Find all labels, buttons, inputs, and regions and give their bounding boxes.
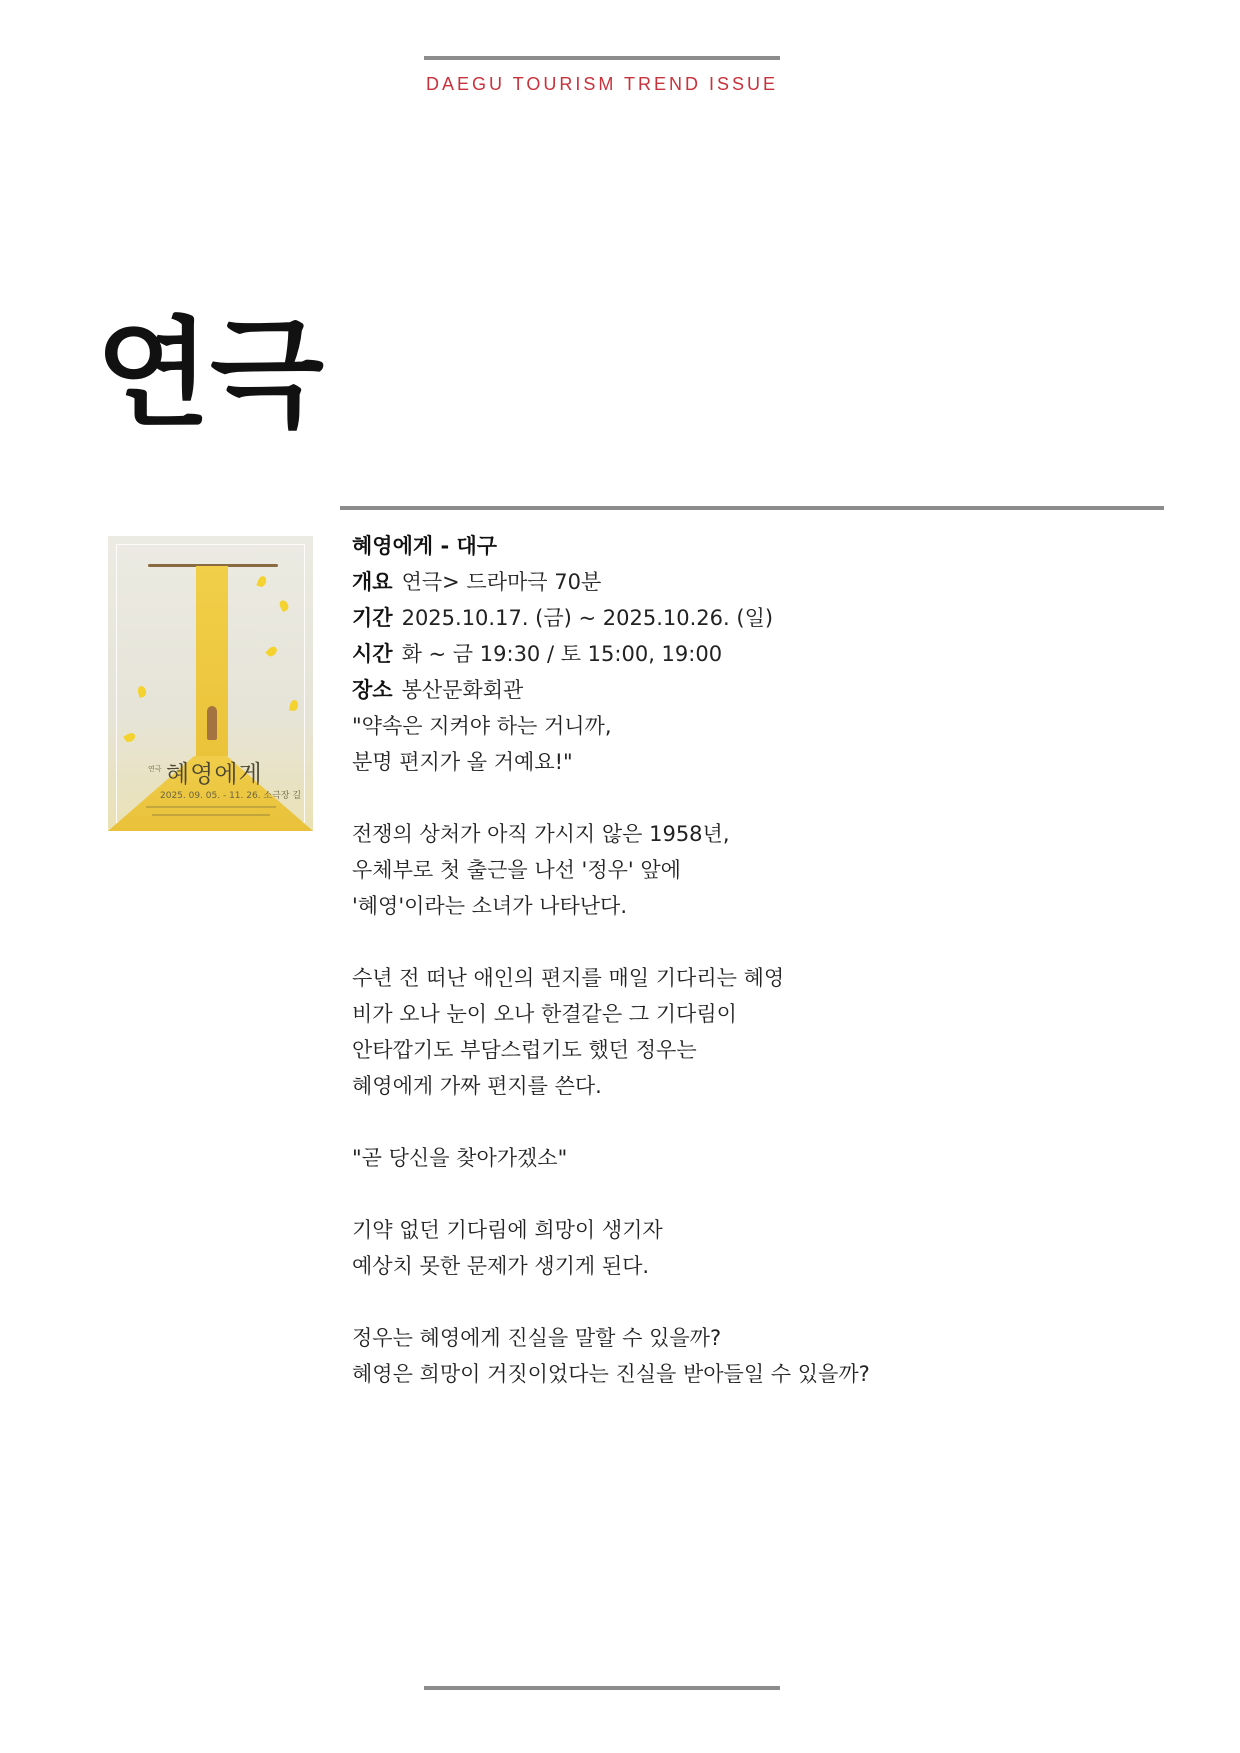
event-poster-image bbox=[108, 536, 313, 831]
field-label: 시간 bbox=[352, 642, 393, 666]
poster-label: 연극 bbox=[148, 765, 162, 773]
poster-figure bbox=[207, 706, 217, 740]
description-line: 정우는 혜영에게 진실을 말할 수 있을까? bbox=[352, 1326, 722, 1350]
description-line: 기약 없던 기다림에 희망이 생기자 bbox=[352, 1218, 663, 1242]
description-line: 분명 편지가 올 거예요!" bbox=[352, 750, 573, 774]
section-title: 연극 bbox=[96, 305, 324, 443]
poster-credit-line bbox=[146, 806, 276, 808]
field-value: 봉산문화회관 bbox=[401, 678, 524, 702]
description-line: "곧 당신을 찾아가겠소" bbox=[352, 1146, 568, 1170]
footer-rule bbox=[424, 1686, 780, 1690]
field-venue bbox=[352, 672, 1172, 708]
paragraph-gap bbox=[352, 924, 1172, 960]
paragraph-gap bbox=[352, 1176, 1172, 1212]
event-info bbox=[352, 528, 1172, 1392]
field-label: 기간 bbox=[352, 606, 393, 630]
field-time bbox=[352, 636, 1172, 672]
description-line: '혜영'이라는 소녀가 나타난다. bbox=[352, 894, 628, 918]
paragraph-gap bbox=[352, 780, 1172, 816]
poster-title: 혜영에게 bbox=[166, 760, 263, 788]
description-line: 혜영에게 가짜 편지를 쓴다. bbox=[352, 1074, 602, 1098]
poster-credit-line bbox=[152, 814, 270, 816]
description-line: 예상치 못한 문제가 생기게 된다. bbox=[352, 1254, 650, 1278]
header-rule bbox=[424, 56, 780, 60]
paragraph-gap bbox=[352, 1284, 1172, 1320]
section-divider bbox=[340, 506, 1164, 510]
poster-date: 2025. 09. 05. - 11. 26. 소극장 길 bbox=[160, 791, 302, 801]
field-value: 2025.10.17. (금) ~ 2025.10.26. (일) bbox=[401, 606, 774, 630]
paragraph-gap bbox=[352, 1104, 1172, 1140]
field-value: 화 ~ 금 19:30 / 토 15:00, 19:00 bbox=[401, 642, 723, 666]
description-line: 혜영은 희망이 거짓이었다는 진실을 받아들일 수 있을까? bbox=[352, 1362, 870, 1386]
description-line: 수년 전 떠난 애인의 편지를 매일 기다리는 혜영 bbox=[352, 966, 785, 990]
description-line: 안타깝기도 부담스럽기도 했던 정우는 bbox=[352, 1038, 697, 1062]
field-value: 연극> 드라마극 70분 bbox=[401, 570, 602, 594]
event-title: 혜영에게 - 대구 bbox=[352, 534, 498, 558]
description-line: 전쟁의 상처가 아직 가시지 않은 1958년, bbox=[352, 822, 730, 846]
description-line: 우체부로 첫 출근을 나선 '정우' 앞에 bbox=[352, 858, 681, 882]
field-period bbox=[352, 600, 1172, 636]
description-line: "약속은 지켜야 하는 거니까, bbox=[352, 714, 612, 738]
field-label: 개요 bbox=[352, 570, 393, 594]
description-line: 비가 오나 눈이 오나 한결같은 그 기다림이 bbox=[352, 1002, 737, 1026]
field-overview bbox=[352, 564, 1172, 600]
publication-header: DAEGU TOURISM TREND ISSUE bbox=[425, 74, 779, 94]
field-label: 장소 bbox=[352, 678, 393, 702]
